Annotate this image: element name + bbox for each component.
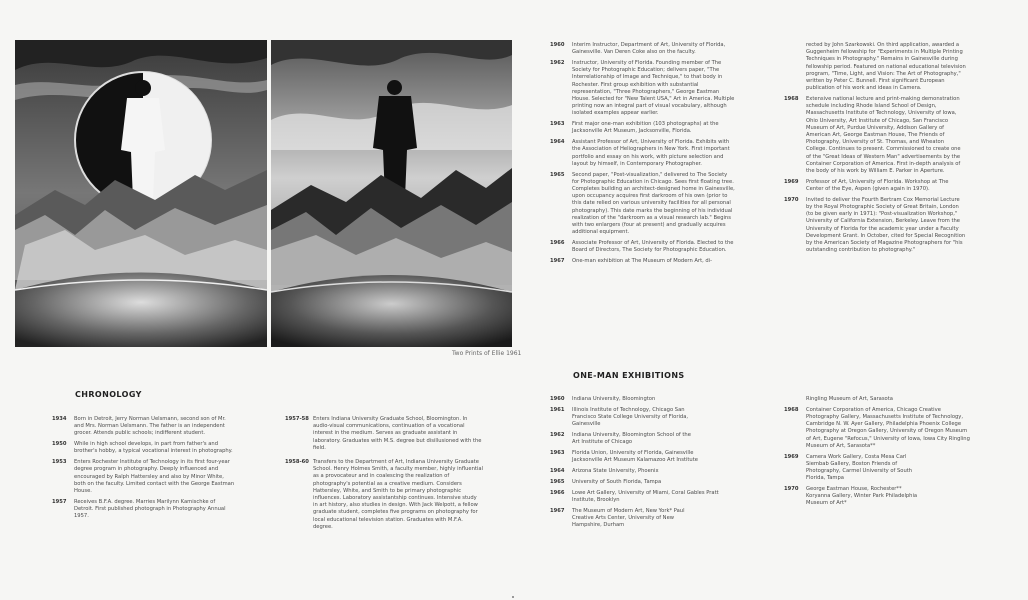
exhibition-entry: 1969 Camera Work Gallery, Costa Mesa Carl Siembab Gallery, Boston Friends of Photography, Carmel University of South Florida, Tampa [784,453,913,482]
chronology-entry: 1960 Interim Instructor, Department of Art, University of Florida, Gainesville. Van Deren Coke also on the faculty. [550,42,726,56]
chronology-entry: 1962 Instructor, University of Florida. Founding member of The Society for Photographic Education; delivers paper, "The Interrelationship of Image and Technique," to that body in Rochester. First group exhibition with substantial representation, "Three Photographers," George Eastman House. Selected for "New Talent USA," Art in America. Multiple printing now an integral part of visual vocabulary, although isolated examples appear earlier. [550,60,735,117]
exhibitions-column-2 [784,396,970,511]
chronology-entry: 1965 Second paper, "Post-visualization," delivered to The Society for Photographic Education in Chicago. Sees first floating tree. Completes building an architect-designed home in Gainesville, upon occupancy acquires first darkroom of his own (prior to this date relied on various university facilities for all personal photography). This date marks the beginning of his individual realization of the "darkroom as a visual research lab." Begins with two enlargers (four at present) and gradually acquires additional equipment. [550,171,735,236]
exhibition-entry: 1963 Florida Union, University of Florida, Gainesville Jacksonville Art Museum Kalamazoo Art Institute [550,450,698,464]
photo-left [15,40,267,347]
chronology-entry: 1957-58 Enters Indiana University Graduate School, Bloomington. In audio-visual communications, continuation of a vocational interest in the medium. Serves as graduate assistant in laboratory. Graduates with M.S. degree but disillusioned with the field. [285,416,482,451]
exhibition-entry: 1961 Illinois Institute of Technology, Chicago San Francisco State College University of Florida, Gainesville [550,406,689,428]
chronology-entry: 1966 Associate Professor of Art, University of Florida. Elected to the Board of Directors, The Society for Photographic Education. [550,240,734,254]
exhibition-entry: 1968 Container Corporation of America, Chicago Creative Photography Gallery, Massachusetts Institute of Technology, Cambridge N. W. Ayer Gallery, Philadelphia Phoenix College Photography at Oregon Gallery, University of Oregon Museum of Art, Eugene "Refocus," University of Iowa, Iowa City Ringling Museum of Art, Sarasota** [784,406,970,449]
chronology-entry: 1964 Assistant Professor of Art, University of Florida. Exhibits with the Association of Heliographers in New York. First important portfolio and essay on his work, with picture selection and layout by himself, in Contemporary Photographer. [550,139,730,167]
exhibition-entry: 1965 University of South Florida, Tampa [550,478,662,485]
chronology-entry: 1963 First major one-man exhibition (103 photographs) at the Jacksonville Art Museum, Jacksonville, Florida. [550,121,719,135]
exhibition-entry: Ringling Museum of Art, Sarasota [806,396,893,402]
exhibition-entry: 1964 Arizona State University, Phoenix [550,468,659,474]
chronology-entry: rected by John Szarkowski. On third application, awarded a Guggenheim fellowship for "Experiments in Multiple Printing Techniques in Photography." Remains in Gainesville during fellowship period. Featured on national educational television program, "Time, Light, and Vision: The Art of Photography," written by Peter C. Bunnell. First significant European publication of his work and ideas in Camera. [806,42,966,92]
chronology-column-3 [550,42,735,269]
exhibition-entry: 1966 Lowe Art Gallery, University of Miami, Coral Gables Pratt Institute, Brooklyn [550,489,719,503]
chronology-entry: 1969 Professor of Art, University of Florida. Workshop at The Center of the Eye, Aspen (given again in 1970). [784,178,949,193]
chronology-entry: 1968 Extensive national lecture and print-making demonstration schedule including Rhode Island School of Design, Massachusetts Institute of Technology, University of Iowa, Ohio University, Art Institute of Chicago, San Francisco Museum of Art, Purdue University, Addison Gallery of American Art, George Eastman House, The Friends of Photography, University of St. Thomas, and Wheaton College. Continues to present. Commissioned to create one of the "Great Ideas of Western Man" advertisements by the Container Corporation of America. First in-depth analysis of the body of his work by William E. Parker in Aperture. [784,96,961,175]
exhibitions-heading: ONE-MAN EXHIBITIONS [573,371,685,380]
photo-right-image [271,40,512,347]
exhibition-entry: 1967 The Museum of Modern Art, New York* Paul Creative Arts Center, University of New Hampshire, Durham [550,507,685,528]
photo-right [271,40,512,347]
exhibitions-column-1 [550,396,740,533]
chronology-entry: 1967 One-man exhibition at The Museum of Modern Art, di- [550,258,713,265]
chronology-entry: 1953 Enters Rochester Institute of Technology in its first four-year degree program in photography. Deeply influenced and encouraged by Ralph Hattersley and also by Minor White, both on the faculty. Limited contact with the George Eastman House. [52,459,235,495]
exhibition-entry: 1962 Indiana University, Bloomington School of the Art Institute of Chicago [550,432,691,446]
chronology-entry: 1934 Born in Detroit, Jerry Norman Uelsmann, second son of Mr. and Mrs. Norman Uelsmann. The father is an independent grocer. Attends public schools; indifferent student. [52,416,226,437]
chronology-column-4 [784,42,966,258]
chronology-entry: 1958-60 Transfers to the Department of Art, Indiana University Graduate School. Henry Holmes Smith, a faculty member, highly influential as a provocateur and in coalescing the realization of photography's potential as a creative medium. Considers Hattersley, White, and Smith to be primary photographic influences. Laboratory assistantship continues. Intensive study in art history, also studies in design. With Jack Welpott, a fellow graduate student, completes five programs on photography for local educational television station. Graduates with M.F.A. degree. [285,459,483,530]
exhibition-entry: 1960 Indiana University, Bloomington [550,396,656,402]
chronology-entry: 1957 Receives B.F.A. degree. Marries Marilynn Kamischke of Detroit. First published photograph in Photography Annual 1957. [52,498,226,520]
photo-left-image [15,40,267,347]
page-mark [512,596,514,598]
chronology-column-1 [52,416,236,524]
chronology-entry: 1950 While in high school develops, in part from father's and brother's hobby, a typical vocational interest in photography. [52,441,233,455]
chronology-entry: 1970 Invited to deliver the Fourth Bertram Cox Memorial Lecture by the Royal Photographic Society of Great Britain, London (to be given early in 1971): "Post-visualization Workshop," University of California Extension, Berkeley. Leave from the University of Florida for the academic year under a Faculty Development Grant. In October, cited for Special Recognition by the American Society of Magazine Photographers for "his outstanding contribution to photography." [784,196,966,254]
chronology-heading: CHRONOLOGY [75,390,142,399]
chronology-column-2 [285,416,483,535]
photo-caption: Two Prints of Ellie 1961 [452,350,522,357]
exhibition-entry: 1970 George Eastman House, Rochester** Koryanna Gallery, Winter Park Philadelphia Museum of Art* [784,486,918,507]
